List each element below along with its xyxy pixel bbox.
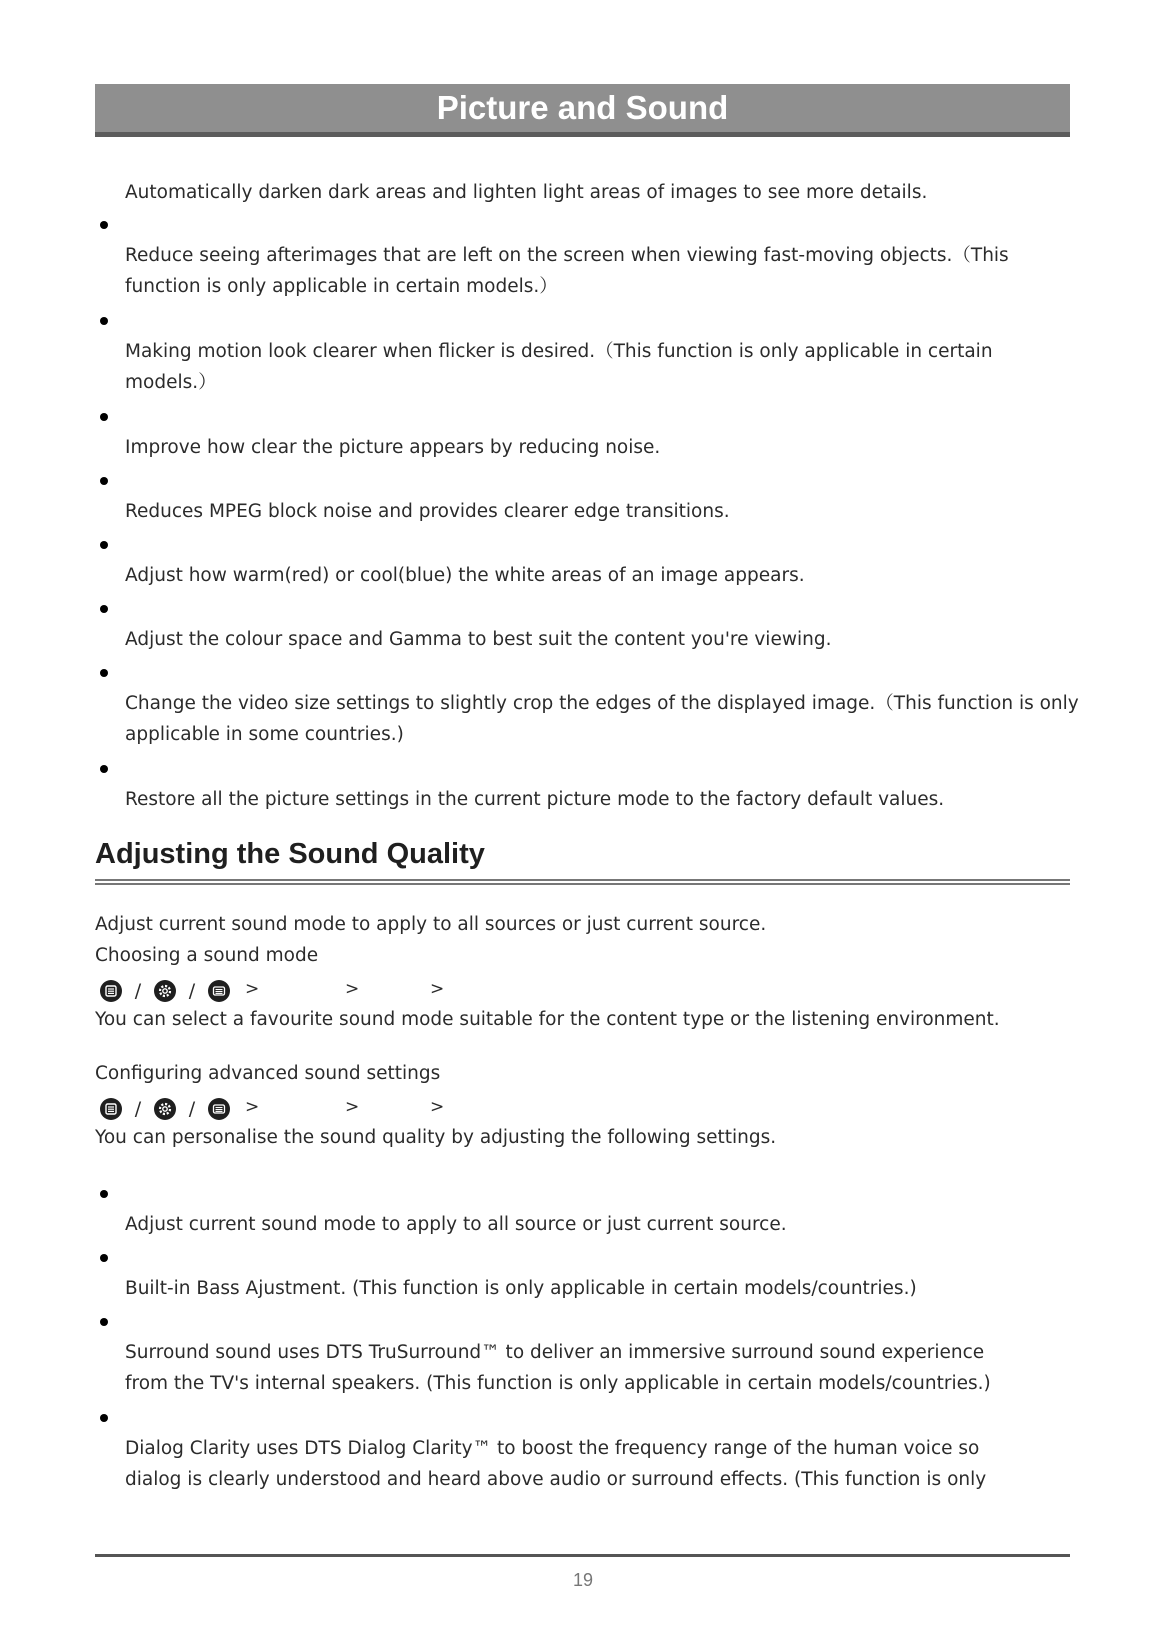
picture-item-desc: Adjust how warm(red) or cool(blue) the white areas of an image appears. (125, 565, 805, 586)
menu-path (100, 979, 230, 1003)
bullet-icon (100, 1318, 108, 1326)
path-chevron: > (430, 979, 445, 999)
page-title: Picture and Sound (436, 89, 729, 126)
path-chevron: > (430, 1097, 445, 1117)
bullet-icon (100, 477, 108, 485)
bullet-icon (100, 1190, 108, 1198)
sound-item-desc: Surround sound uses DTS TruSurround™ to deliver an immersive surround sound experience (125, 1342, 985, 1363)
bullet-icon (100, 1414, 108, 1422)
bullet-icon (100, 317, 108, 325)
sound-item-desc: Built-in Bass Ajustment. (This function is only applicable in certain models/countries.) (125, 1278, 917, 1299)
picture-item-desc: Improve how clear the picture appears by reducing noise. (125, 437, 661, 458)
picture-item-desc: models.） (125, 372, 217, 393)
menu-path (100, 1097, 230, 1121)
sound-intro: Adjust current sound mode to apply to all sources or just current source. (95, 914, 767, 935)
picture-item-desc: Making motion look clearer when flicker is desired.（This function is only applicable in certain (125, 341, 993, 362)
bullet-icon (100, 1254, 108, 1262)
advanced-sound-title: Configuring advanced sound settings (95, 1063, 441, 1084)
choosing-sound-mode-desc: You can select a favourite sound mode suitable for the content type or the listening environment. (95, 1009, 1000, 1030)
sound-item-desc: Dialog Clarity uses DTS Dialog Clarity™ to boost the frequency range of the human voice so (125, 1438, 980, 1459)
sound-item-desc: dialog is clearly understood and heard above audio or surround effects. (This function is only (125, 1469, 987, 1490)
settings-icon (154, 980, 176, 1002)
bullet-icon (100, 765, 108, 773)
section-heading: Adjusting the Sound Quality (95, 838, 485, 870)
page-number: 19 (572, 1570, 594, 1590)
path-chevron: > (345, 1097, 360, 1117)
bullet-icon (100, 669, 108, 677)
picture-item-desc: Adjust the colour space and Gamma to best suit the content you're viewing. (125, 629, 832, 650)
list-icon (208, 1098, 230, 1120)
menu-icon (100, 980, 122, 1002)
picture-item-desc: Restore all the picture settings in the current picture mode to the factory default values. (125, 789, 945, 810)
sound-item-desc: Adjust current sound mode to apply to all source or just current source. (125, 1214, 787, 1235)
footer-divider (95, 1554, 1070, 1557)
path-chevron: > (245, 979, 260, 999)
bullet-icon (100, 605, 108, 613)
list-icon (208, 980, 230, 1002)
path-chevron: > (245, 1097, 260, 1117)
menu-icon (100, 1098, 122, 1120)
path-separator: / (188, 1098, 196, 1120)
path-separator: / (188, 980, 196, 1002)
choosing-sound-mode-title: Choosing a sound mode (95, 945, 319, 966)
path-separator: / (134, 980, 142, 1002)
settings-icon (154, 1098, 176, 1120)
section-divider (95, 879, 1070, 885)
picture-item-desc: Reduces MPEG block noise and provides clearer edge transitions. (125, 501, 730, 522)
sound-item-desc: from the TV's internal speakers. (This function is only applicable in certain models/countries.) (125, 1373, 991, 1394)
picture-item-desc: applicable in some countries.) (125, 724, 404, 745)
bullet-icon (100, 221, 108, 229)
bullet-icon (100, 541, 108, 549)
picture-item-desc: function is only applicable in certain models.） (125, 276, 558, 297)
bullet-icon (100, 413, 108, 421)
page-header-banner (95, 84, 1070, 137)
picture-item-desc: Automatically darken dark areas and lighten light areas of images to see more details. (125, 182, 928, 203)
picture-item-desc: Reduce seeing afterimages that are left on the screen when viewing fast-moving objects.（This (125, 245, 1009, 266)
advanced-sound-desc: You can personalise the sound quality by adjusting the following settings. (95, 1127, 777, 1148)
picture-item-desc: Change the video size settings to slightly crop the edges of the displayed image.（This function is only (125, 693, 1079, 714)
path-chevron: > (345, 979, 360, 999)
path-separator: / (134, 1098, 142, 1120)
